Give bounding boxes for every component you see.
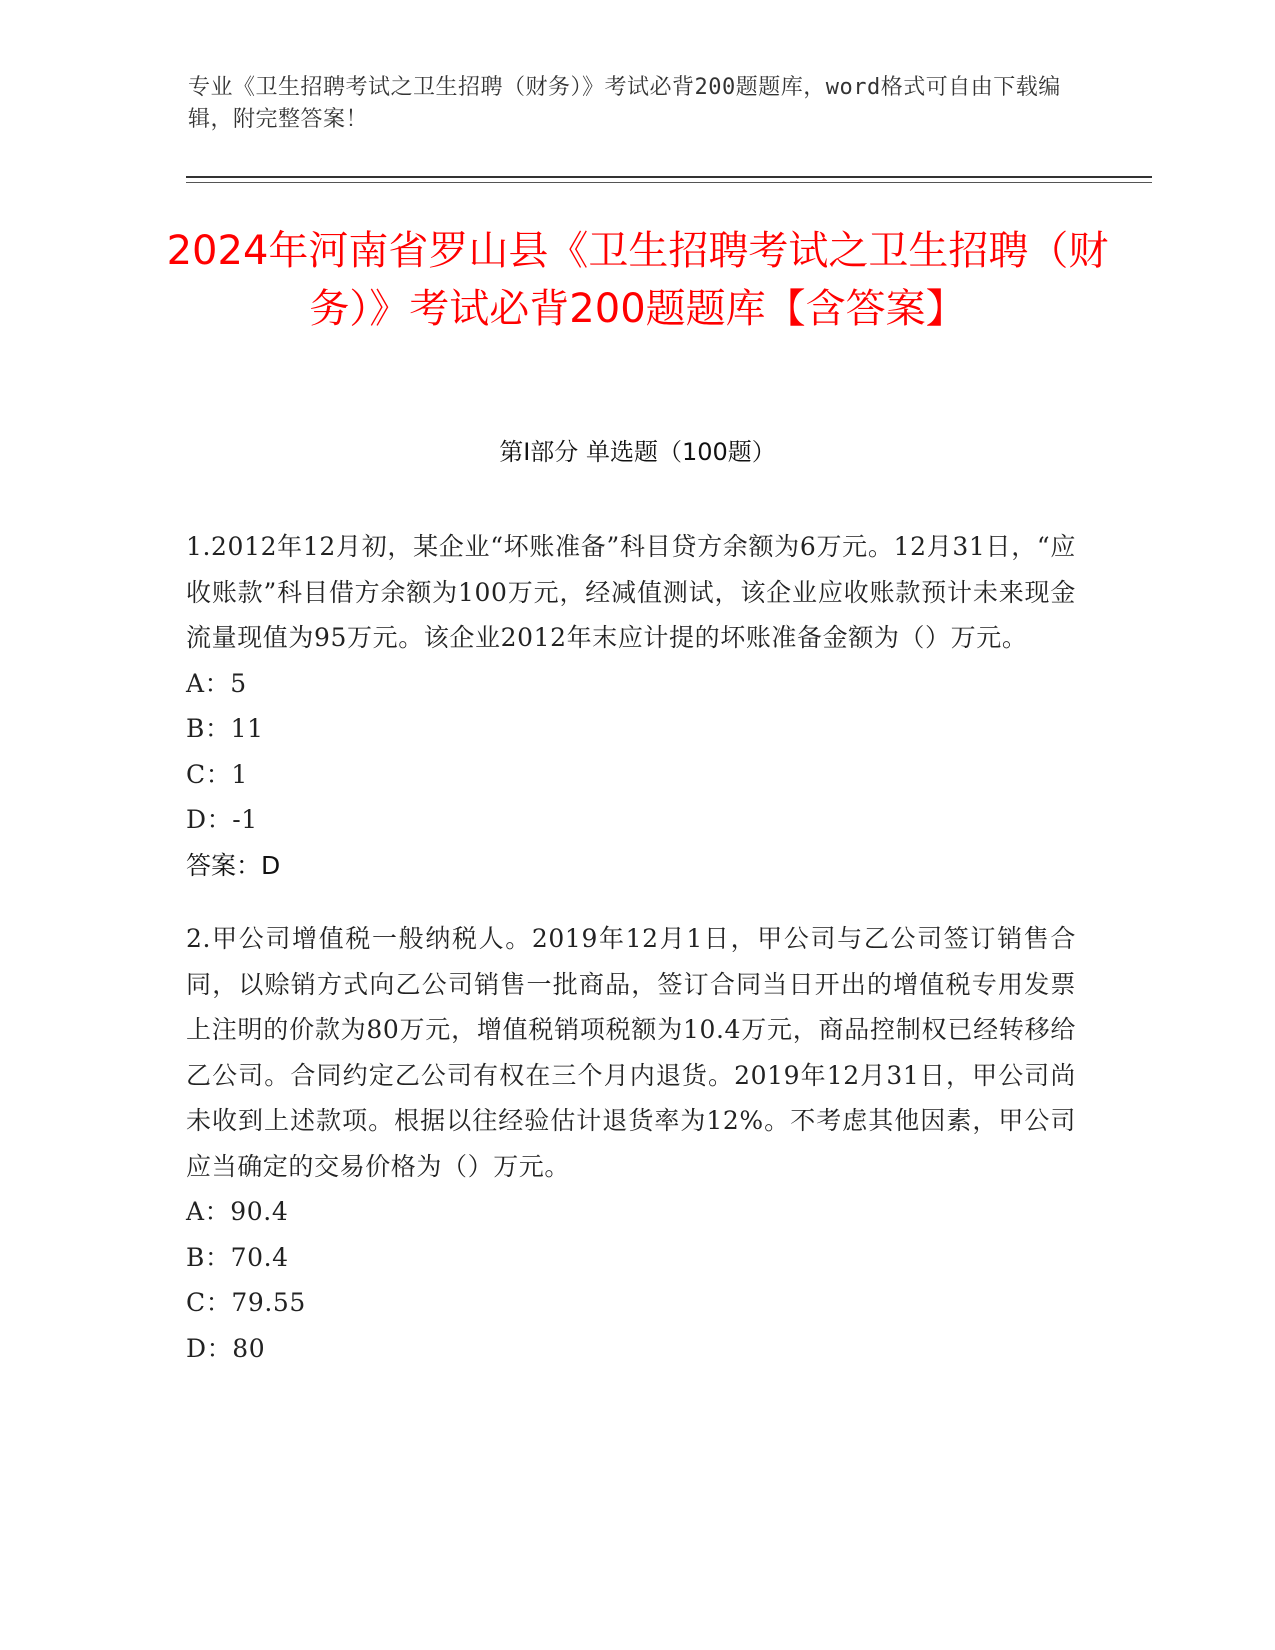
question-list bbox=[186, 524, 1076, 1399]
option-d: D：-1 bbox=[186, 805, 258, 834]
header-divider-thick bbox=[186, 176, 1152, 178]
option-c: C：79.55 bbox=[186, 1288, 306, 1317]
header-note: 专业《卫生招聘考试之卫生招聘（财务）》考试必背200题题库，word格式可自由下载编辑，附完整答案！ bbox=[188, 75, 1061, 132]
answer: 答案：D bbox=[186, 850, 281, 880]
option-c: C：1 bbox=[186, 759, 248, 789]
option-a: A：5 bbox=[186, 668, 247, 698]
option-d: D：80 bbox=[186, 1333, 266, 1363]
question-2 bbox=[186, 916, 1076, 1371]
section-title: 第I部分 单选题（100题） bbox=[499, 438, 776, 466]
question-1 bbox=[186, 524, 1076, 888]
question-stem: 1.2012年12月初，某企业“坏账准备”科目贷方余额为6万元。12月31日，“应收账款”科目借方余额为100万元，经减值测试，该企业应收账款预计未来现金流量现值为95万元。该企业2012年末应计提的坏账准备金额为（）万元。 bbox=[186, 532, 1076, 652]
option-a: A：90.4 bbox=[186, 1197, 289, 1226]
document-title: 2024年河南省罗山县《卫生招聘考试之卫生招聘（财务）》考试必背200题题库【含答案】 bbox=[166, 228, 1109, 332]
question-stem: 2.甲公司增值税一般纳税人。2019年12月1日，甲公司与乙公司签订销售合同，以赊销方式向乙公司销售一批商品，签订合同当日开出的增值税专用发票上注明的价款为80万元，增值税销项税额为10.4万元，商品控制权已经转移给乙公司。合同约定乙公司有权在三个月内退货。2019年12月31日，甲公司尚未收到上述款项。根据以往经验估计退货率为12%。不考虑其他因素，甲公司应当确定的交易价格为（）万元。 bbox=[186, 924, 1076, 1181]
option-b: B：11 bbox=[186, 714, 264, 743]
header-divider-thin bbox=[186, 182, 1152, 183]
option-b: B：70.4 bbox=[186, 1242, 289, 1272]
